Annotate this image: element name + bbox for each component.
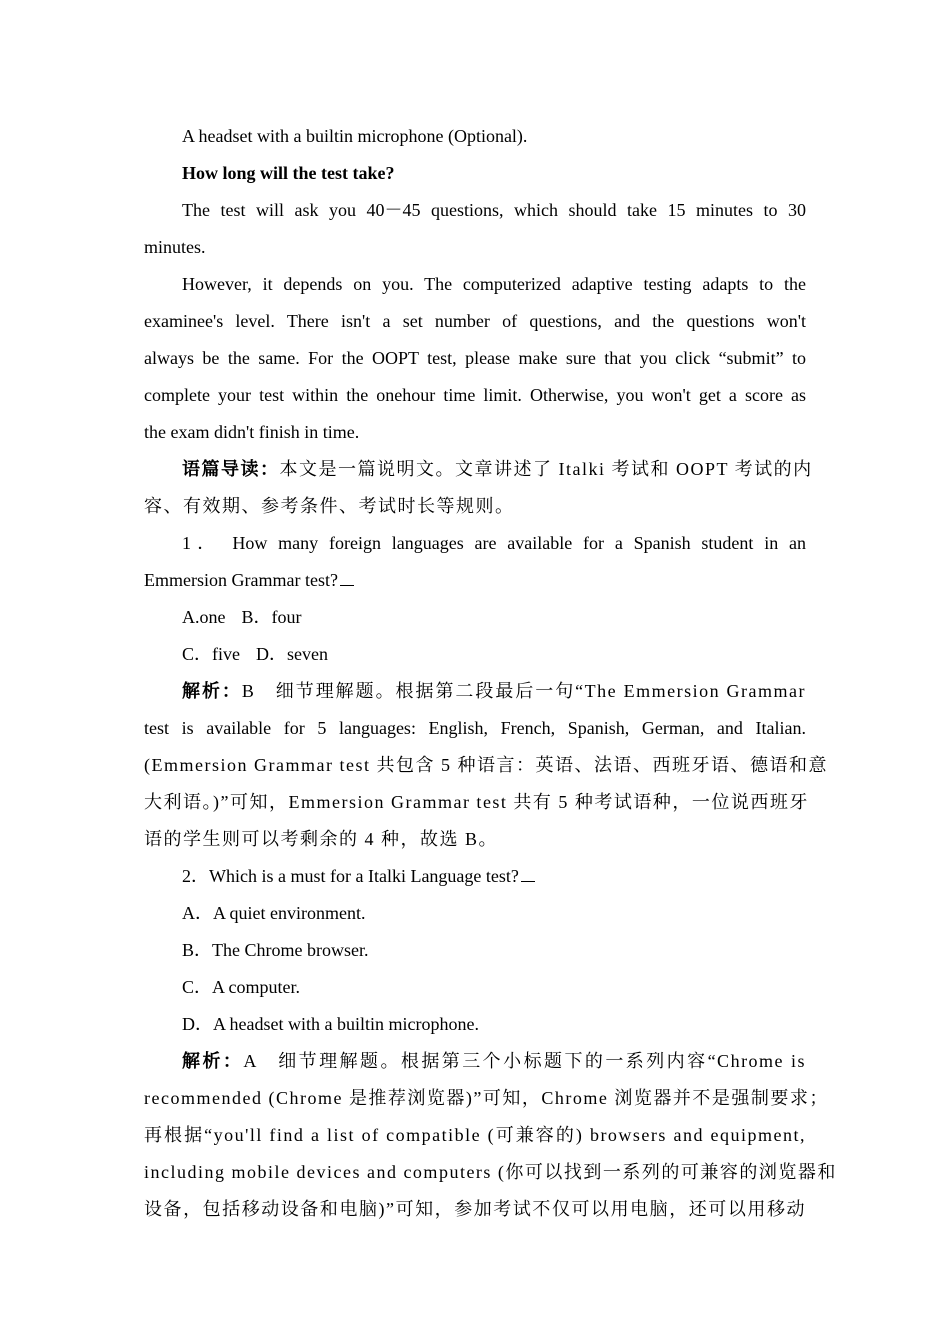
option-d: D．A headset with a builtin microphone.: [182, 1014, 479, 1034]
question-2-text: 2．Which is a must for a Italki Language test?: [182, 866, 519, 886]
explanation-line: test is available for 5 languages: English, French, Spanish, German, and Italian.: [144, 718, 806, 738]
option-a: A．A quiet environment.: [182, 903, 366, 923]
option-c: C．A computer.: [182, 977, 300, 997]
options-row: [144, 599, 806, 636]
explanation-line: (Emmersion Grammar test 共包含 5 种语言：英语、法语、西班牙语、德语和意: [144, 755, 828, 775]
explanation-2: [144, 1043, 806, 1080]
explanation-line: including mobile devices and computers (你可以找到一系列的可兼容的浏览器和: [144, 1162, 837, 1182]
explanation-label: 解析：: [182, 1051, 244, 1071]
question-1-text: Emmersion Grammar test?: [144, 570, 338, 590]
explanation-line: recommended (Chrome 是推荐浏览器)”可知，Chrome 浏览器并不是强制要求；: [144, 1088, 829, 1108]
paragraph-line: examinee's level. There isn't a set number of questions, and the questions won't: [144, 311, 806, 331]
explanation-line: 再根据“you'll find a list of compatible (可兼容的) browsers and equipment,: [144, 1125, 806, 1145]
reading-guide-text: 本文是一篇说明文。文章讲述了 Italki 考试和 OOPT 考试的内: [279, 459, 813, 479]
question-1-line: [144, 562, 806, 599]
paragraph-line: minutes.: [144, 237, 206, 257]
document-page: [144, 118, 837, 1228]
explanation-line: 语的学生则可以考剩余的 4 种，故选 B。: [144, 829, 499, 849]
explanation-1: [144, 673, 806, 710]
explanation-text: A 细节理解题。根据第三个小标题下的一系列内容“Chrome is: [243, 1051, 806, 1071]
reading-guide-label: 语篇导读：: [182, 459, 280, 479]
explanation-line: 大利语。)”可知，Emmersion Grammar test 共有 5 种考试语种，一位说西班牙: [144, 792, 809, 812]
paragraph-line: the exam didn't finish in time.: [144, 422, 360, 442]
explanation-label: 解析：: [182, 681, 242, 701]
explanation-text: B 细节理解题。根据第二段最后一句“The Emmersion Grammar: [241, 681, 806, 701]
explanation-line: 设备，包括移动设备和电脑)”可知，参加考试不仅可以用电脑，还可以用移动: [144, 1199, 806, 1219]
section-heading: How long will the test take?: [182, 163, 395, 183]
option-a: A.one: [182, 607, 226, 627]
options-row: [144, 636, 806, 673]
paragraph-line: A headset with a builtin microphone (Optional).: [182, 126, 528, 146]
question-2: [144, 858, 806, 895]
question-1: 1． How many foreign languages are available for a Spanish student in an: [182, 533, 806, 553]
paragraph-line: always be the same. For the OOPT test, please make sure that you click “submit” to: [144, 348, 806, 368]
answer-blank: [521, 867, 535, 882]
paragraph-line: complete your test within the onehour time limit. Otherwise, you won't get a score as: [144, 385, 806, 405]
option-c: C．five: [182, 644, 240, 664]
paragraph-line: The test will ask you 40－45 questions, which should take 15 minutes to 30: [182, 200, 806, 220]
reading-guide: [144, 451, 813, 488]
answer-blank: [340, 571, 354, 586]
option-b: B．four: [241, 607, 302, 627]
option-b: B．The Chrome browser.: [182, 940, 369, 960]
option-d: D．seven: [256, 644, 328, 664]
reading-guide-line: 容、有效期、参考条件、考试时长等规则。: [144, 496, 515, 516]
paragraph-line: However, it depends on you. The computerized adaptive testing adapts to the: [182, 274, 806, 294]
